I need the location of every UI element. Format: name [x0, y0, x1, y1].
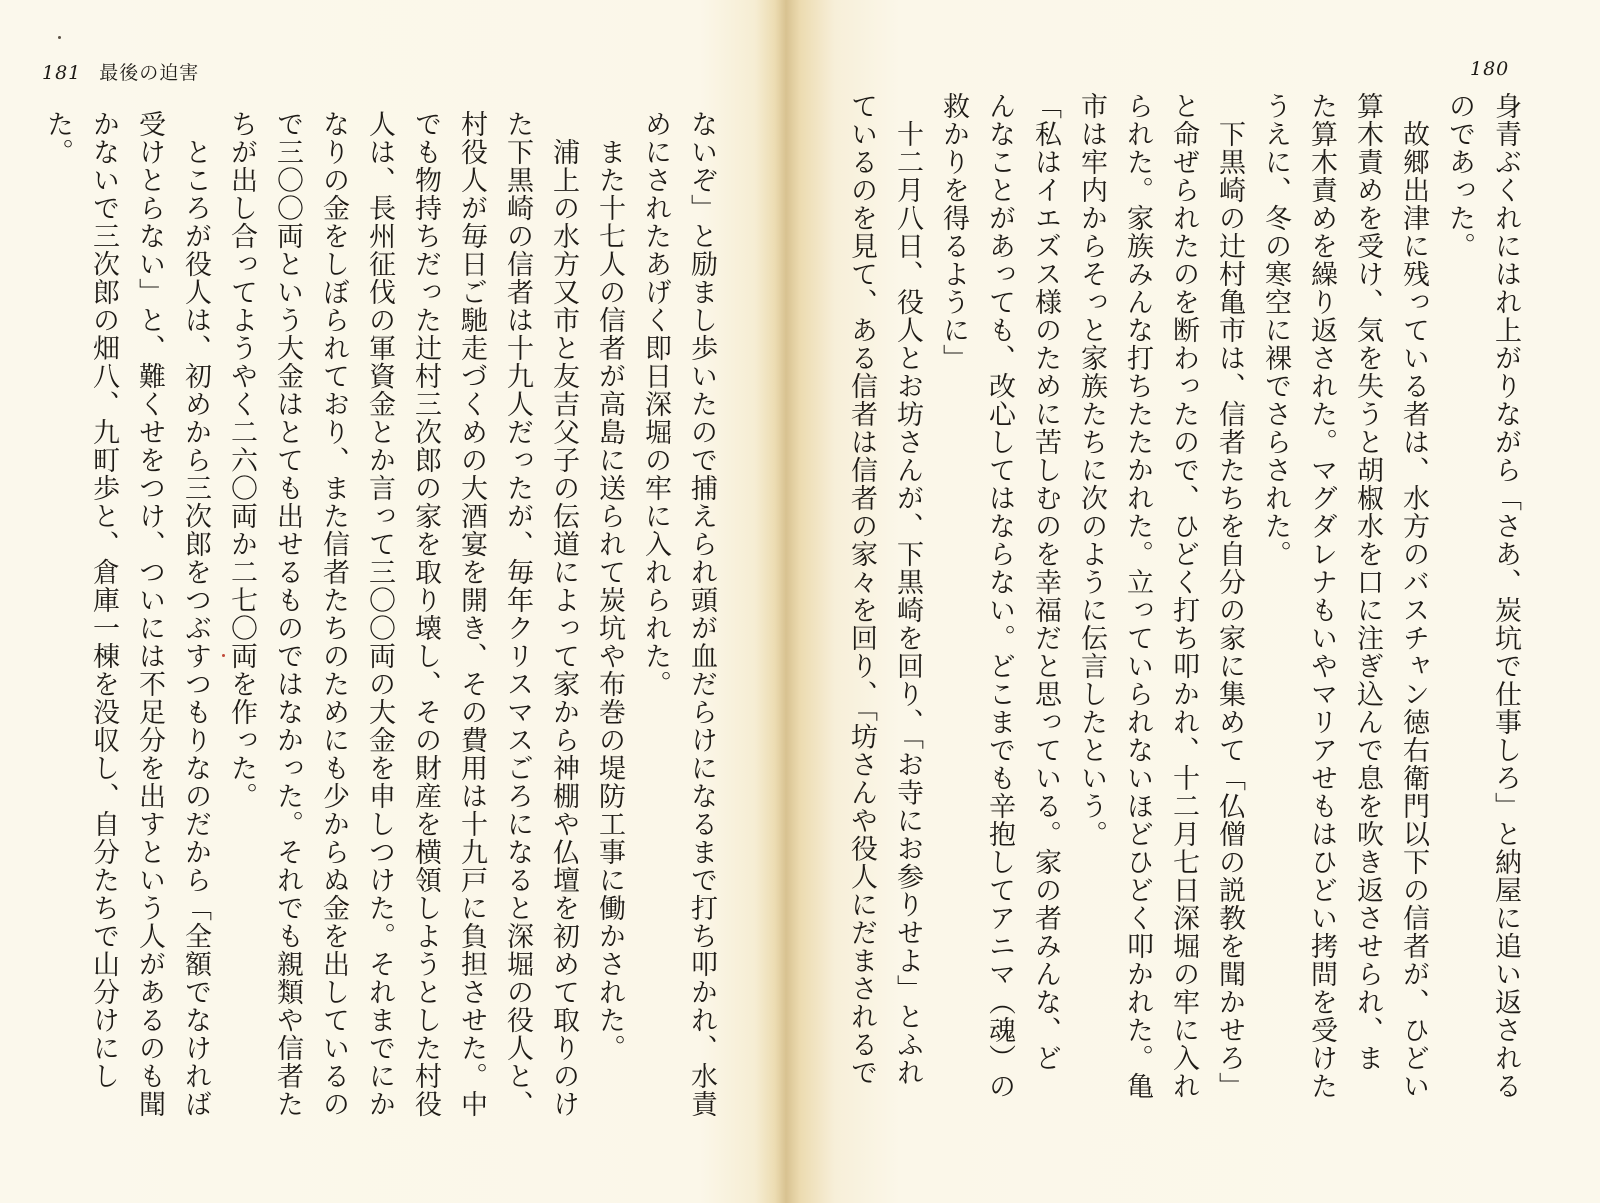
- left-page: [0, 0, 778, 1203]
- ink-spot: [58, 36, 61, 39]
- text-line: 算木責めを受け、気を失うと胡椒水を口に注ぎ込んで息を吹き返させられ、ま: [1352, 92, 1383, 1072]
- text-line: 浦上の水方又市と友吉父子の伝道によって家から神棚や仏壇を初めて取りのけ: [548, 110, 579, 1118]
- text-line: ところが役人は、初めから三次郎をつぶすつもりなのだから「全額でなければ: [180, 110, 211, 1118]
- text-line: めにされたあげく即日深堀の牢に入れられた。: [640, 110, 671, 698]
- text-line: 救かりを得るように」: [938, 92, 969, 372]
- text-line: かないで三次郎の畑八、九町歩と、倉庫一棟を没収し、自分たちで山分けにし: [88, 110, 119, 1090]
- text-line: また十七人の信者が高島に送られて炭坑や布巻の堤防工事に働かされた。: [594, 110, 625, 1062]
- right-body-text: [828, 92, 1528, 1152]
- text-line: のであった。: [1444, 92, 1475, 260]
- text-line: 十二月八日、役人とお坊さんが、下黒崎を回り、「お寺にお参りせよ」とふれ: [892, 92, 923, 1087]
- text-line: 人は、長州征伐の軍資金とか言って三〇〇両の大金を申しつけた。それまでにか: [364, 110, 395, 1118]
- ink-spot: [222, 654, 225, 657]
- text-line: 故郷出津に残っている者は、水方のバスチャン徳右衛門以下の信者が、ひどい: [1398, 92, 1429, 1100]
- text-line: で三〇〇両という大金はとても出せるものではなかった。それでも親類や信者た: [272, 110, 303, 1118]
- left-running-head: [42, 58, 199, 85]
- text-line: た。: [42, 110, 73, 166]
- text-line: 市は牢内からそっと家族たちに次のように伝言したという。: [1076, 92, 1107, 848]
- text-line: 下黒崎の辻村亀市は、信者たちを自分の家に集めて「仏僧の説教を聞かせろ」: [1214, 92, 1245, 1100]
- text-line: と命ぜられたのを断わったので、ひどく打ち叩かれ、十二月七日深堀の牢に入れ: [1168, 92, 1199, 1100]
- text-line: ちが出し合ってようやく二六〇両か二七〇両を作った。: [226, 110, 257, 810]
- text-line: んなことがあっても、改心してはならない。どこまでも辛抱してアニマ（魂）の: [984, 92, 1015, 1100]
- text-line: 受けとらない」と、難くせをつけ、ついには不足分を出すという人があるのも聞: [134, 110, 165, 1118]
- text-line: なりの金をしぼられており、また信者たちのためにも少からぬ金を出しているの: [318, 110, 349, 1118]
- text-line: 村役人が毎日ご馳走づくめの大酒宴を開き、その費用は十九戸に負担させた。中: [456, 110, 487, 1118]
- text-line: た下黒崎の信者は十九人だったが、毎年クリスマスごろになると深堀の役人と、: [502, 110, 533, 1118]
- text-line: 「私はイエズス様のために苦しむのを幸福だと思っている。家の者みんな、ど: [1030, 92, 1061, 1072]
- left-page-number: 181: [42, 62, 82, 84]
- right-page: [790, 0, 1600, 1203]
- left-body-text: [44, 110, 724, 1140]
- text-line: ないぞ」と励まし歩いたので捕えられ頭が血だらけになるまで打ち叩かれ、水責: [686, 110, 717, 1118]
- text-line: ているのを見て、ある信者は信者の家々を回り、「坊さんや役人にだまされるで: [846, 92, 877, 1087]
- right-page-number: 180: [1470, 58, 1510, 80]
- running-title: 最後の迫害: [99, 62, 200, 84]
- text-line: た算木責めを繰り返された。マグダレナもいやマリアせもはひどい拷問を受けた: [1306, 92, 1337, 1100]
- text-line: 身青ぶくれにはれ上がりながら「さあ、炭坑で仕事しろ」と納屋に追い返される: [1490, 92, 1521, 1100]
- text-line: られた。家族みんな打ちたたかれた。立っていられないほどひどく叩かれた。亀: [1122, 92, 1153, 1100]
- text-line: うえに、冬の寒空に裸でさらされた。: [1260, 92, 1291, 568]
- text-line: でも物持ちだった辻村三次郎の家を取り壊し、その財産を横領しようとした村役: [410, 110, 441, 1118]
